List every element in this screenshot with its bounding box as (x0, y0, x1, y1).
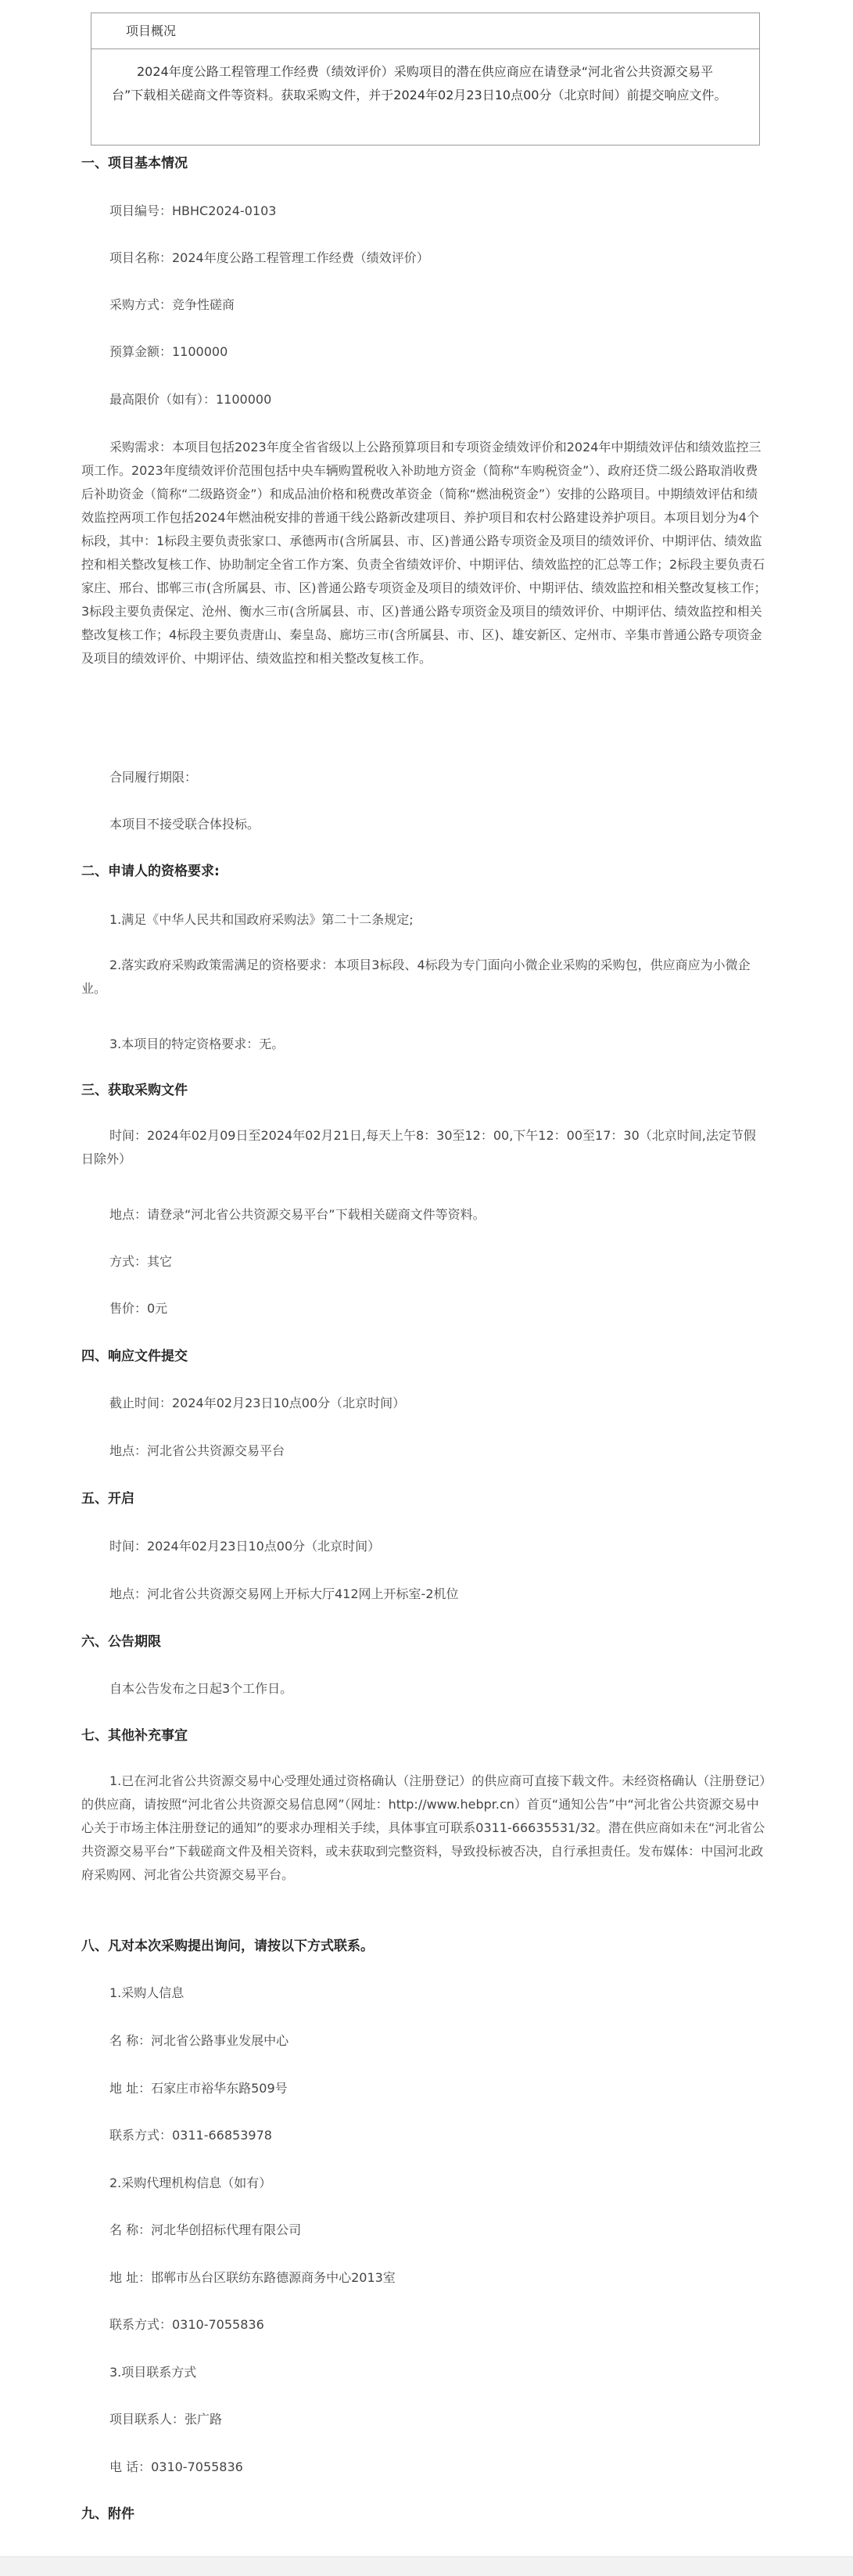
section-1-heading: 一、项目基本情况 (81, 156, 188, 171)
document-price: 售价：0元 (109, 1301, 168, 1316)
buyer-phone: 联系方式：0311-66853978 (109, 2128, 272, 2143)
section-6-heading: 六、公告期限 (81, 1634, 161, 1650)
page-footer-bar (0, 2556, 853, 2576)
qualification-item-2: 2.落实政府采购政策需满足的资格要求：本项目3标段、4标段为专门面向小微企业采购的采购包，供应商应为小微企业。 (81, 957, 751, 996)
contact-person: 项目联系人：张广路 (109, 2412, 223, 2427)
document-place: 地点：请登录“河北省公共资源交易平台”下载相关磋商文件等资料。 (109, 1207, 486, 1222)
document-method: 方式：其它 (109, 1254, 173, 1269)
section-8-heading: 八、凡对本次采购提出询问，请按以下方式联系。 (81, 1938, 374, 1954)
buyer-address: 地 址：石家庄市裕华东路509号 (109, 2081, 288, 2096)
section-3-heading: 三、获取采购文件 (81, 1083, 188, 1098)
notice-period: 自本公告发布之日起3个工作日。 (109, 1681, 293, 1696)
agent-info-title: 2.采购代理机构信息（如有） (109, 2175, 272, 2190)
contact-info-title: 3.项目联系方式 (109, 2365, 197, 2380)
supplementary-notes: 1.已在河北省公共资源交易中心受理处通过资格确认（注册登记）的供应商可直接下载文件。未经资格确认（注册登记）的供应商，请按照“河北省公共资源交易信息网”（网址：http://www.hebpr.cn）首页“通知公告”中“河北省公共资源交易中心关于市场主体注册登记的通知”的要求办理相关手续，具体事宜可联系0311-66635531/32。潜在供应商如未在“河北省公共资源交易平台”下载磋商文件及相关资料，或未获取到完整资料，导致投标被否决，自行承担责任。发布媒体：中国河北政府采购网、河北省公共资源交易平台。 (81, 1773, 766, 1882)
budget-amount: 预算金额：1100000 (109, 344, 228, 359)
agent-address: 地 址：邯郸市丛台区联纺东路德源商务中心2013室 (109, 2270, 396, 2285)
section-2-heading: 二、申请人的资格要求: (81, 864, 220, 879)
procurement-requirement: 采购需求：本项目包括2023年度全省省级以上公路预算项目和专项资金绩效评价和2024年中期绩效评估和绩效监控三项工作。2023年度绩效评价范围包括中央车辆购置税收入补助地方资金（简称“车购税资金”）、政府还贷二级公路取消收费后补助资金（简称“二级路资金”）和成品油价格和税费改革资金（简称“燃油税资金”）安排的公路项目。中期绩效评估和绩效监控两项工作包括2024年燃油税安排的普通干线公路新改建项目、养护项目和农村公路建设养护项目。本项目划分为4个标段，其中：1标段主要负责张家口、承德两市(含所属县、市、区)普通公路专项资金及项目的绩效评价、中期评估、绩效监控和相关整改复核工作、协助制定全省工作方案、负责全省绩效评价、中期评估、绩效监控的汇总等工作；2标段主要负责石家庄、邢台、邯郸三市(含所属县、市、区)普通公路专项资金及项目的绩效评价、中期评估、绩效监控和相关整改复核工作；3标段主要负责保定、沧州、衡水三市(含所属县、市、区)普通公路专项资金及项目的绩效评价、中期评估、绩效监控和相关整改复核工作；4标段主要负责唐山、秦皇岛、廊坊三市(含所属县、市、区)、雄安新区、定州市、辛集市普通公路专项资金及项目的绩效评价、中期评估、绩效监控和相关整改复核工作。 (81, 440, 767, 666)
submission-deadline: 截止时间：2024年02月23日10点00分（北京时间） (109, 1396, 406, 1410)
agent-name: 名 称：河北华创招标代理有限公司 (109, 2222, 302, 2237)
project-number: 项目编号：HBHC2024-0103 (109, 203, 277, 218)
section-4-heading: 四、响应文件提交 (81, 1349, 188, 1364)
no-consortium-note: 本项目不接受联合体投标。 (109, 817, 260, 832)
summary-title: 项目概况 (91, 13, 759, 49)
document-time: 时间：2024年02月09日至2024年02月21日,每天上午8：30至12：00,下午12：00至17：30（北京时间,法定节假日除外） (81, 1128, 756, 1166)
submission-place: 地点：河北省公共资源交易平台 (109, 1443, 285, 1458)
qualification-item-3: 3.本项目的特定资格要求：无。 (109, 1037, 285, 1051)
contract-period: 合同履行期限： (109, 770, 198, 785)
section-5-heading: 五、开启 (81, 1491, 134, 1507)
project-name: 项目名称：2024年度公路工程管理工作经费（绩效评价） (109, 250, 429, 265)
agent-phone: 联系方式：0310-7055836 (109, 2317, 264, 2332)
procurement-method: 采购方式：竞争性磋商 (109, 297, 235, 312)
qualification-item-1: 1.满足《中华人民共和国政府采购法》第二十二条规定; (109, 912, 414, 927)
summary-body: 2024年度公路工程管理工作经费（绩效评价）采购项目的潜在供应商应在请登录“河北省公共资源交易平台”下载相关磋商文件等资料。获取采购文件，并于2024年02月23日10点00分（北京时间）前提交响应文件。 (112, 64, 727, 102)
max-price: 最高限价（如有）：1100000 (109, 392, 272, 407)
opening-time: 时间：2024年02月23日10点00分（北京时间） (109, 1539, 381, 1554)
project-summary-box (91, 13, 760, 146)
section-9-heading: 九、附件 (81, 2506, 134, 2522)
contact-phone: 电 话：0310-7055836 (109, 2459, 243, 2474)
section-7-heading: 七、其他补充事宜 (81, 1728, 188, 1744)
buyer-info-title: 1.采购人信息 (109, 1985, 185, 2000)
opening-place: 地点：河北省公共资源交易网上开标大厅412网上开标室-2机位 (109, 1586, 459, 1601)
buyer-name: 名 称：河北省公路事业发展中心 (109, 2033, 289, 2048)
